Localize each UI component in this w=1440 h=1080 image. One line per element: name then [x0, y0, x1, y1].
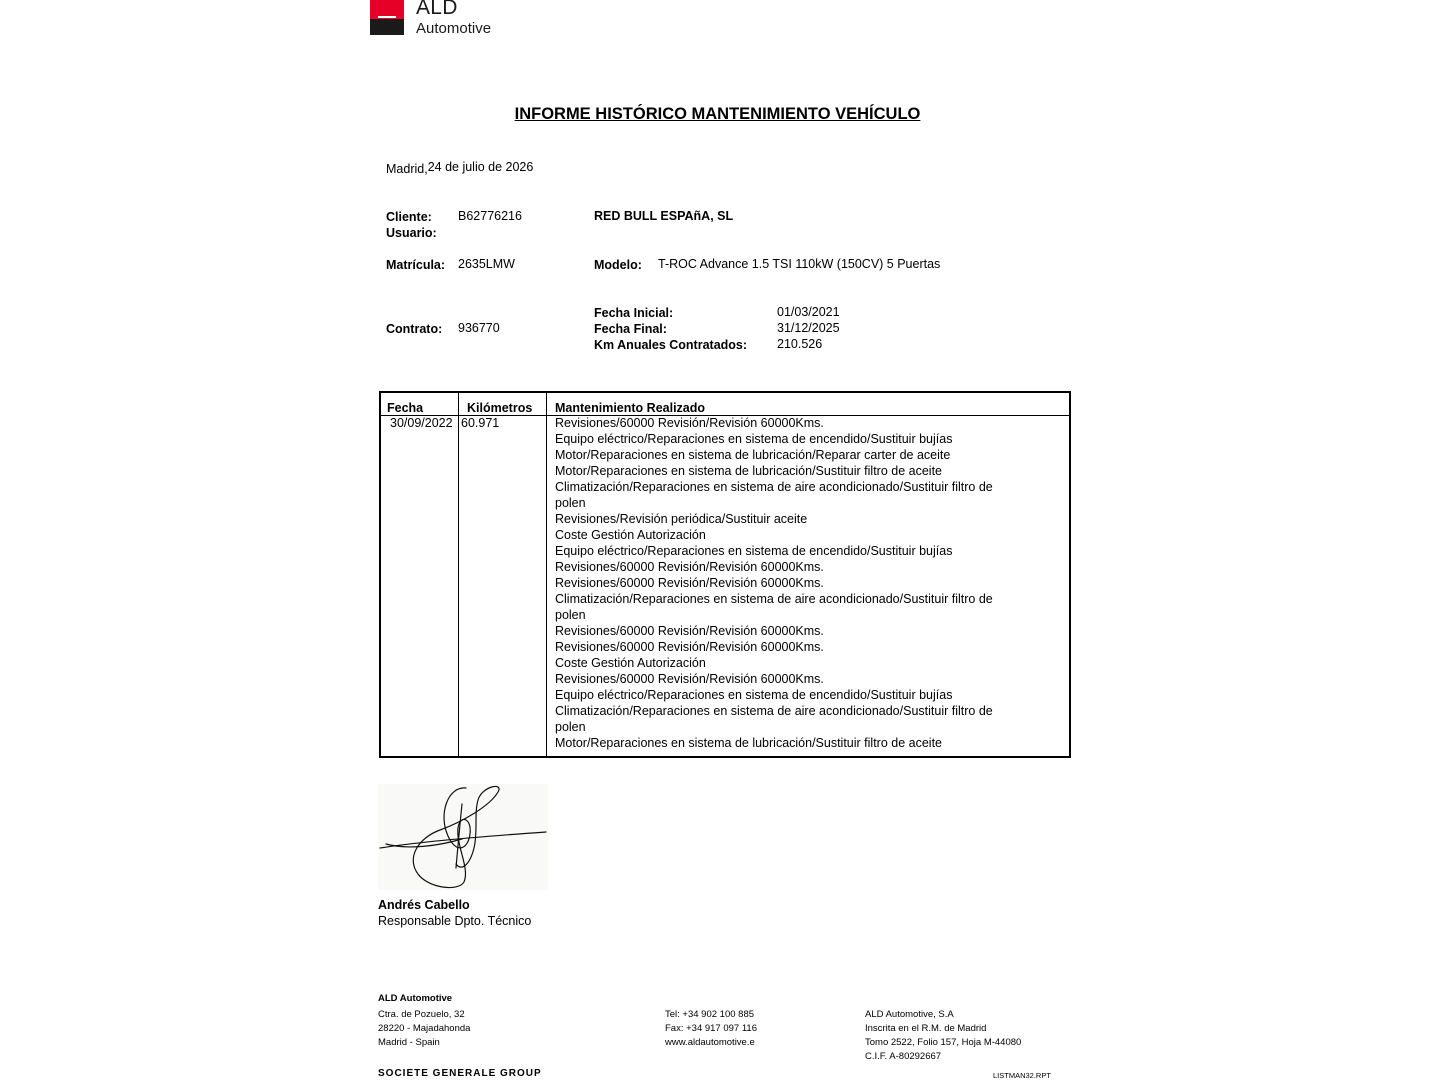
- signer-role: Responsable Dpto. Técnico: [378, 914, 532, 928]
- row-fecha: 30/09/2022: [390, 416, 453, 430]
- logo-text-automotive: Automotive: [416, 20, 492, 37]
- maintenance-table: [379, 391, 1071, 758]
- fecha-final-label: Fecha Final:: [594, 322, 667, 336]
- footer-address-1: Ctra. de Pozuelo, 32: [378, 1009, 465, 1020]
- maintenance-item: Revisiones/60000 Revisión/Revisión 60000Kms.: [555, 560, 824, 574]
- maintenance-item: Motor/Reparaciones en sistema de lubricación/Reparar carter de aceite: [555, 448, 951, 462]
- footer-address-3: Madrid - Spain: [378, 1037, 440, 1048]
- header-kilometros: Kilómetros: [467, 401, 533, 415]
- table-column-divider: [458, 393, 459, 756]
- footer-tel: Tel: +34 902 100 885: [665, 1009, 755, 1020]
- signature-drawing: [378, 784, 548, 890]
- modelo-value: T-ROC Advance 1.5 TSI 110kW (150CV) 5 Puertas: [658, 257, 941, 271]
- km-anuales-value: 210.526: [777, 337, 823, 351]
- maintenance-item: Revisiones/60000 Revisión/Revisión 60000Kms.: [555, 416, 824, 430]
- footer-registry-2: Inscrita en el R.M. de Madrid: [865, 1023, 987, 1034]
- footer-web-link[interactable]: www.aldautomotive.e: [665, 1037, 755, 1048]
- report-title: INFORME HISTÓRICO MANTENIMIENTO VEHÍCULO: [514, 105, 921, 123]
- footer-group-name: SOCIETE GENERALE GROUP: [378, 1068, 542, 1079]
- fecha-inicial-value: 01/03/2021: [777, 305, 840, 319]
- maintenance-item: Climatización/Reparaciones en sistema de aire acondicionado/Sustituir filtro de polen: [555, 480, 993, 510]
- report-place-date: Madrid,24 de julio de 2026: [386, 160, 534, 176]
- row-kilometros: 60.971: [461, 416, 500, 430]
- km-anuales-label: Km Anuales Contratados:: [594, 338, 748, 352]
- maintenance-item: Revisiones/60000 Revisión/Revisión 60000Kms.: [555, 672, 824, 686]
- table-column-divider: [546, 393, 547, 756]
- header-fecha: Fecha: [387, 401, 424, 415]
- footer-address-2: 28220 - Majadahonda: [378, 1023, 471, 1034]
- logo-text-ald: ALD: [416, 0, 458, 19]
- maintenance-item: Revisiones/60000 Revisión/Revisión 60000Kms.: [555, 640, 824, 654]
- maintenance-item: Motor/Reparaciones en sistema de lubricación/Sustituir filtro de aceite: [555, 736, 942, 750]
- footer-report-code: LISTMAN32.RPT: [993, 1071, 1051, 1080]
- cliente-label: Cliente:: [386, 210, 432, 224]
- maintenance-item: Equipo eléctrico/Reparaciones en sistema de encendido/Sustituir bujías: [555, 688, 953, 702]
- report-date: 24 de julio de 2026: [427, 160, 534, 174]
- maintenance-item: Revisiones/60000 Revisión/Revisión 60000Kms.: [555, 624, 824, 638]
- footer-registry-3: Tomo 2522, Folio 157, Hoja M-44080: [865, 1037, 1022, 1048]
- matricula-label: Matrícula:: [386, 258, 446, 272]
- maintenance-item: Revisiones/Revisión periódica/Sustituir aceite: [555, 512, 808, 526]
- fecha-inicial-label: Fecha Inicial:: [594, 306, 674, 320]
- contrato-value: 936770: [458, 321, 500, 335]
- signer-name: Andrés Cabello: [378, 898, 470, 912]
- maintenance-item: Equipo eléctrico/Reparaciones en sistema de encendido/Sustituir bujías: [555, 432, 953, 446]
- modelo-label: Modelo:: [594, 258, 642, 272]
- maintenance-item: Motor/Reparaciones en sistema de lubricación/Sustituir filtro de aceite: [555, 464, 942, 478]
- footer-registry-1: ALD Automotive, S.A: [865, 1009, 954, 1020]
- logo-mark-line: [378, 16, 396, 18]
- contrato-label: Contrato:: [386, 322, 443, 336]
- logo-mark-black: [370, 19, 404, 35]
- handwritten-signature: [378, 784, 548, 890]
- fecha-final-value: 31/12/2025: [777, 321, 840, 335]
- cliente-id: B62776216: [458, 209, 522, 223]
- footer-fax: Fax: +34 917 097 116: [665, 1023, 757, 1034]
- company-logo: [370, 0, 504, 36]
- usuario-label: Usuario:: [386, 226, 437, 240]
- maintenance-item: Coste Gestión Autorización: [555, 656, 706, 670]
- maintenance-item: Climatización/Reparaciones en sistema de aire acondicionado/Sustituir filtro de polen: [555, 592, 993, 622]
- footer-registry-4: C.I.F. A-80292667: [865, 1051, 942, 1062]
- maintenance-item: Coste Gestión Autorización: [555, 528, 706, 542]
- cliente-name: RED BULL ESPAñA, SL: [594, 209, 734, 223]
- maintenance-item: Climatización/Reparaciones en sistema de aire acondicionado/Sustituir filtro de polen: [555, 704, 993, 734]
- maintenance-item: Revisiones/60000 Revisión/Revisión 60000Kms.: [555, 576, 824, 590]
- maintenance-item: Equipo eléctrico/Reparaciones en sistema de encendido/Sustituir bujías: [555, 544, 953, 558]
- header-mantenimiento: Mantenimiento Realizado: [555, 401, 706, 415]
- matricula-value: 2635LMW: [458, 257, 515, 271]
- maintenance-items-list: [555, 415, 993, 751]
- footer-company: ALD Automotive: [378, 993, 453, 1004]
